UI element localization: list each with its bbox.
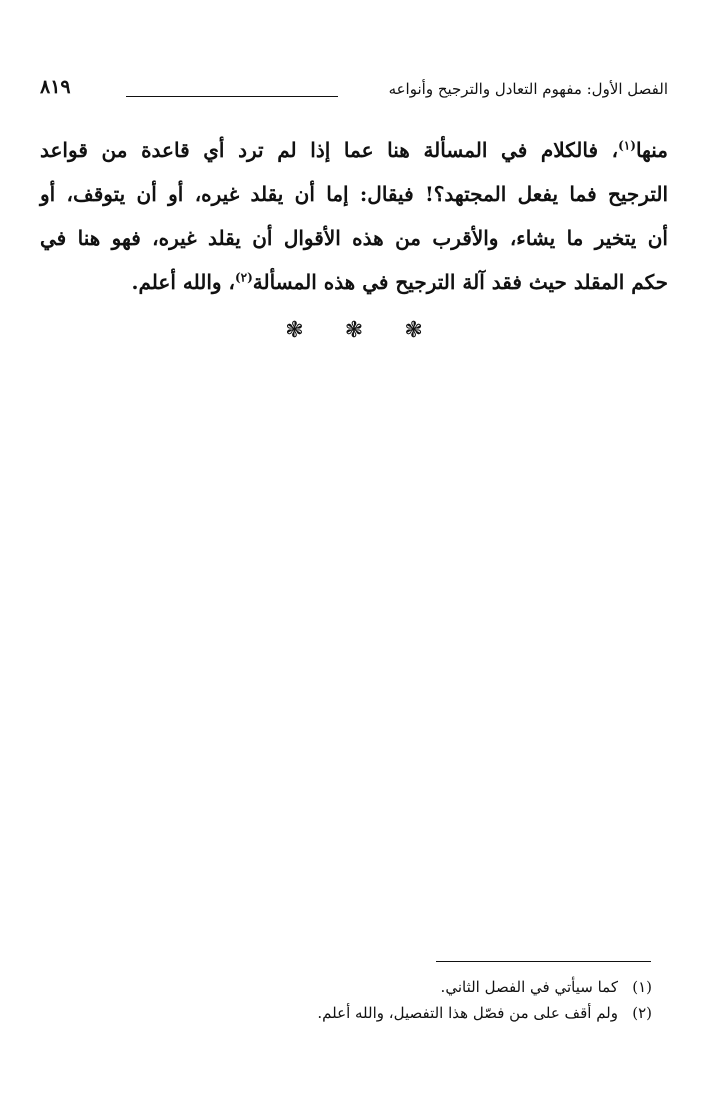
- star-ornament-icon: ❃: [344, 318, 364, 343]
- footnote-rule: [436, 961, 651, 962]
- page-header: [40, 74, 668, 114]
- footnote-number: (١): [632, 978, 652, 996]
- footnote-ref-1: (١): [618, 138, 636, 153]
- header-rule: [126, 96, 338, 97]
- main-text: [40, 128, 668, 304]
- footnote-2: [40, 1000, 652, 1026]
- section-separator: [0, 320, 708, 342]
- text-line-3: أن يتخير ما يشاء، والأقرب من هذه الأقوال أن يقلد غيره، فهو هنا في: [40, 226, 668, 250]
- footnote-1: [40, 974, 652, 1000]
- page-number: ٨١٩: [40, 76, 71, 98]
- star-ornament-icon: ❃: [285, 318, 304, 343]
- footnote-text: كما سيأتي في الفصل الثاني.: [440, 978, 618, 996]
- text-segment: ، والله أعلم.: [131, 270, 235, 294]
- footnote-ref-2: (٢): [234, 270, 253, 285]
- footnotes: [40, 974, 652, 1026]
- footnote-text: ولم أقف على من فصّل هذا التفصيل، والله أعلم.: [317, 1004, 618, 1022]
- text-segment: ، فالكلام في المسألة هنا عما إذا لم ترد أي قاعدة من قواعد: [40, 138, 619, 162]
- star-ornament-icon: ❃: [404, 318, 423, 343]
- text-line-1: [40, 128, 668, 172]
- text-line-4: [40, 260, 668, 304]
- running-title: الفصل الأول: مفهوم التعادل والترجيح وأنواعه: [388, 80, 668, 98]
- footnote-number: (٢): [632, 1004, 652, 1022]
- text-segment: حكم المقلد حيث فقد آلة الترجيح في هذه المسألة: [252, 270, 668, 294]
- text-segment: منها: [635, 138, 668, 162]
- text-line-2: الترجيح فما يفعل المجتهد؟! فيقال: إما أن يقلد غيره، أو أن يتوقف، أو: [40, 182, 668, 206]
